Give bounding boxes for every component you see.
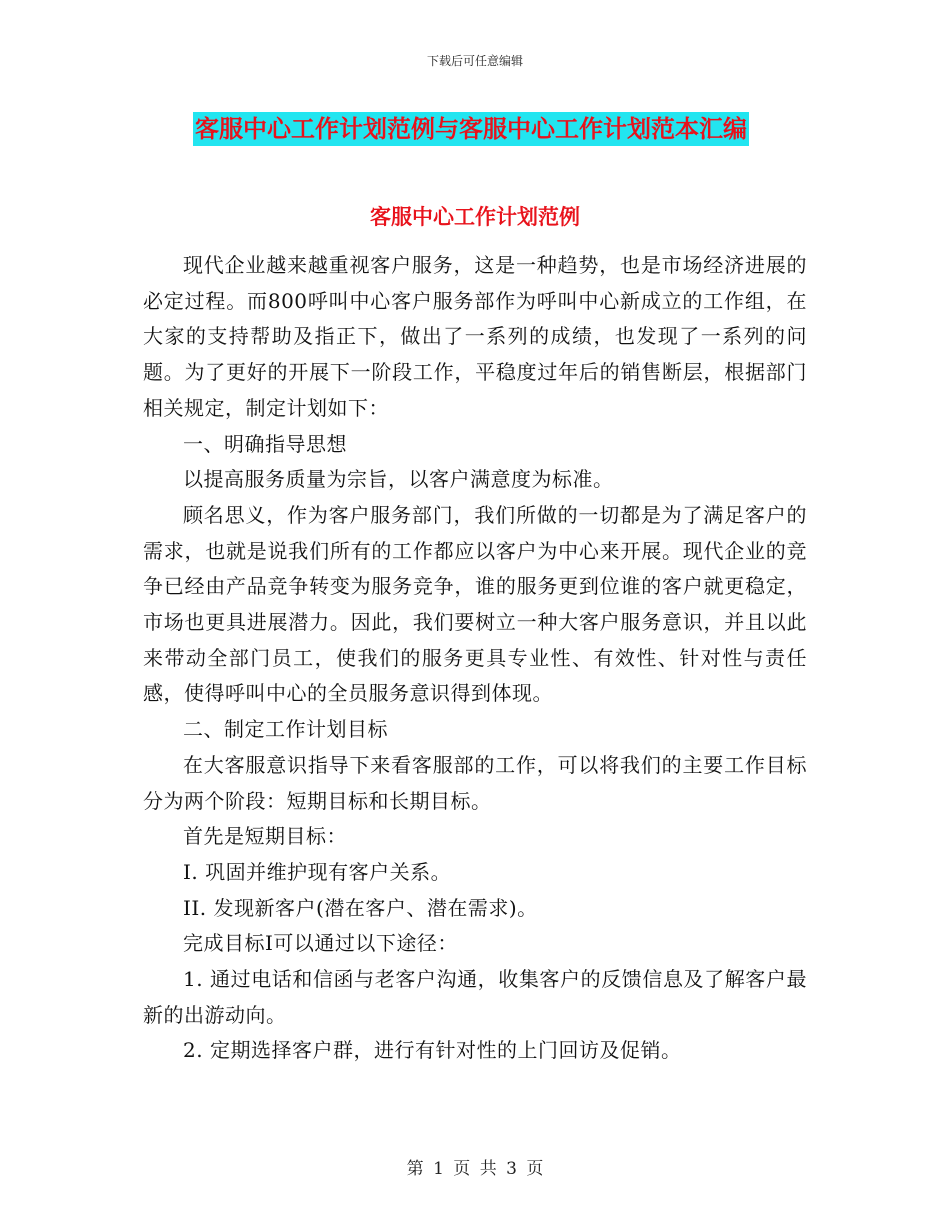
paragraph-goal-stages: 在大客服意识指导下来看客服部的工作，可以将我们的主要工作目标分为两个阶段：短期目标和长期目标。 [143,752,807,813]
paragraph-intro: 现代企业越来越重视客户服务，这是一种趋势，也是市场经济进展的必定过程。而800呼叫中心客户服务部作为呼叫中心新成立的工作组，在大家的支持帮助及指正下，做出了一系列的成绩，也发现了一系列的问题。为了更好的开展下一阶段工作，平稳度过年后的销售断层，根据部门相关规定，制定计划如下： [143,253,807,420]
document-body [143,248,807,1069]
list-item-goal-1: I. 巩固并维护现有客户关系。 [183,859,452,884]
document-title: 客服中心工作计划范例与客服中心工作计划范本汇编 [193,112,749,146]
paragraph-principle: 以提高服务质量为宗旨，以客户满意度为标准。 [183,467,614,492]
list-item-method-1: 1. 通过电话和信函与老客户沟通，收集客户的反馈信息及了解客户最新的出游动向。 [143,967,807,1027]
page-header-note: 下载后可任意编辑 [426,54,523,68]
list-item-method-2: 2. 定期选择客户群，进行有针对性的上门回访及促销。 [183,1038,682,1063]
page-number: 第 1 页 共 3 页 [406,1159,544,1179]
heading-guiding-principle: 一、明确指导思想 [183,431,347,456]
list-item-goal-2: II. 发现新客户(潜在客户、潜在需求)。 [183,895,538,920]
paragraph-short-term: 首先是短期目标： [183,824,347,849]
paragraph-customer-focus: 顾名思义，作为客户服务部门，我们所做的一切都是为了满足客户的需求，也就是说我们所有的工作都应以客户为中心来开展。现代企业的竞争已经由产品竞争转变为服务竞争，谁的服务更到位谁的客户就更稳定，市场也更具进展潜力。因此，我们要树立一种大客户服务意识，并且以此来带动全部门员工，使我们的服务更具专业性、有效性、针对性与责任感，使得呼叫中心的全员服务意识得到体现。 [143,502,807,706]
paragraph-methods-intro: 完成目标I可以通过以下途径： [183,931,458,956]
heading-plan-goals: 二、制定工作计划目标 [183,717,388,742]
section-title: 客服中心工作计划范例 [370,205,580,229]
